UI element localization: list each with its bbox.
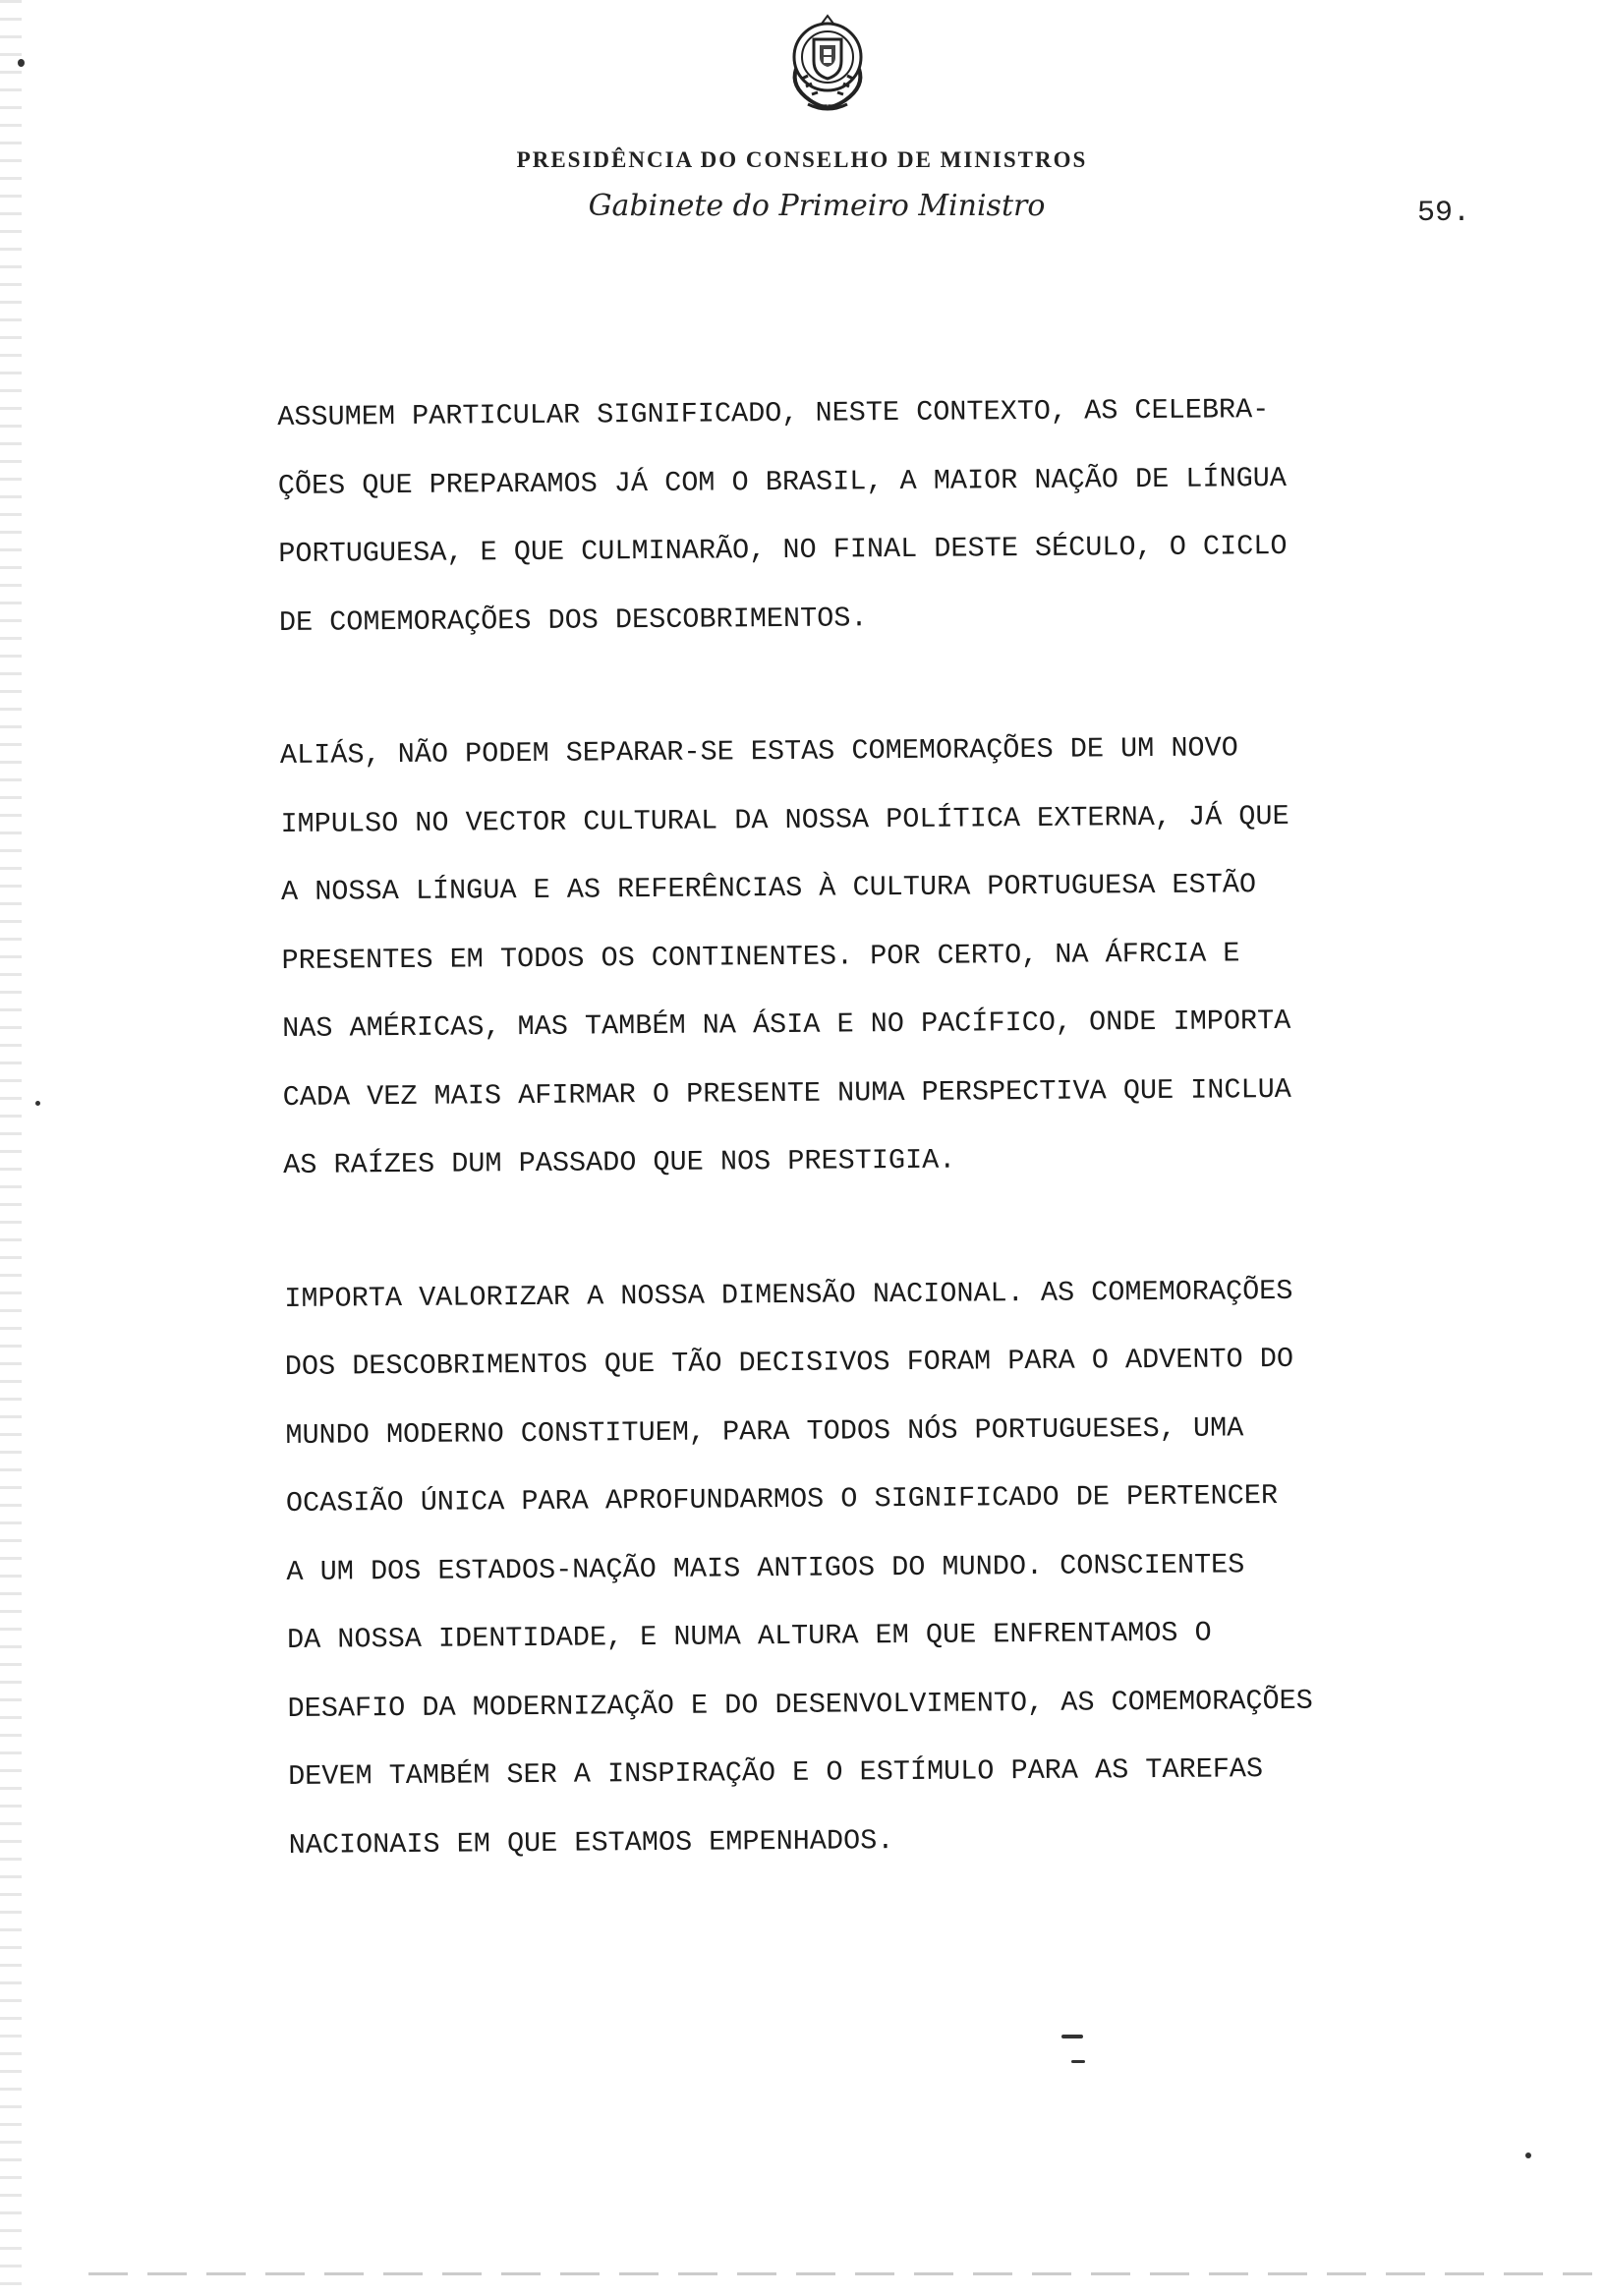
paragraph-2: ALIÁS, NÃO PODEM SEPARAR-SE ESTAS COMEMORAÇÕES DE UM NOVO IMPULSO NO VECTOR CULTURAL DA NOSSA POLÍTICA EXTERNA, JÁ QUE A NOSSA LÍNGUA E AS REFERÊNCIAS À CULTURA PORTUGUESA ESTÃO PRESENTES EM TODOS OS CONTINENTES. POR CERTO, NA ÁFRCIA E NAS AMÉRICAS, MAS TAMBÉM NA ÁSIA E NO PACÍFICO, ONDE IMPORTA CADA VEZ MAIS AFIRMAR O PRESENTE NUMA PERSPECTIVA QUE INCLUA AS RAÍZES DUM PASSADO QUE NOS PRESTIGIA. xyxy=(279,731,1291,1181)
page-number: 59. xyxy=(1417,197,1471,230)
scan-speck xyxy=(18,59,25,67)
scan-bottom-artifact xyxy=(88,2272,1592,2275)
coat-of-arms-icon xyxy=(769,10,887,120)
document-body xyxy=(277,373,1557,1944)
scan-speck xyxy=(1071,2060,1085,2063)
scan-speck xyxy=(35,1101,40,1106)
scan-edge-artifact xyxy=(0,0,22,2296)
header-subtitle: Gabinete do Primeiro Ministro xyxy=(588,189,1046,223)
scan-speck xyxy=(1061,2035,1083,2038)
paragraph-1: ASSUMEM PARTICULAR SIGNIFICADO, NESTE CONTEXTO, AS CELEBRA- ÇÕES QUE PREPARAMOS JÁ COM O BRASIL, A MAIOR NAÇÃO DE LÍNGUA PORTUGUESA, E QUE CULMINARÃO, NO FINAL DESTE SÉCULO, O CICLO DE COMEMORAÇÕES DOS DESCOBRIMENTOS. xyxy=(277,393,1288,639)
header-title: PRESIDÊNCIA DO CONSELHO DE MINISTROS xyxy=(516,147,1088,172)
paragraph-3: IMPORTA VALORIZAR A NOSSA DIMENSÃO NACIONAL. AS COMEMORAÇÕES DOS DESCOBRIMENTOS QUE TÃO DECISIVOS FORAM PARA O ADVENTO DO MUNDO MODERNO CONSTITUEM, PARA TODOS NÓS PORTUGUESES, UMA OCASIÃO ÚNICA PARA APROFUNDARMOS O SIGNIFICADO DE PERTENCER A UM DOS ESTADOS-NAÇÃO MAIS ANTIGOS DO MUNDO. CONSCIENTES DA NOSSA IDENTIDADE, E NUMA ALTURA EM QUE ENFRENTAMOS O DESAFIO DA MODERNIZAÇÃO E DO DESENVOLVIMENTO, AS COMEMORAÇÕES DEVEM TAMBÉM SER A INSPIRAÇÃO E O ESTÍMULO PARA AS TAREFAS NACIONAIS EM QUE ESTAMOS EMPENHADOS. xyxy=(284,1274,1313,1862)
scan-speck xyxy=(1525,2152,1531,2158)
